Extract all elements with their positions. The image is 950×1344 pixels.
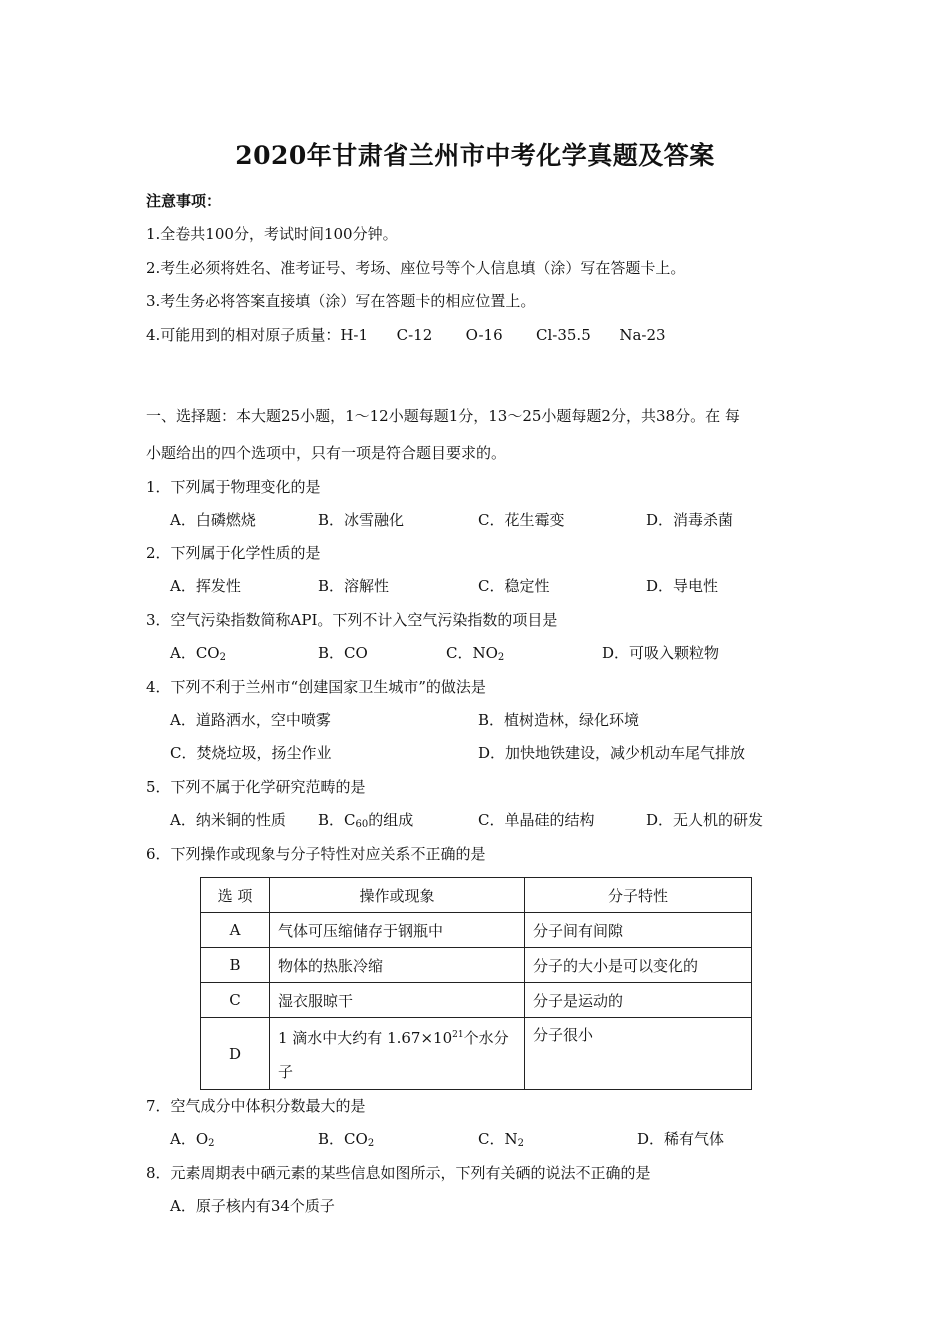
section-intro: 一、选择题：本大题25小题，1～12小题每题1分，13～25小题每题2分，共38分。在 每 bbox=[146, 407, 740, 425]
column-header: 操作或现象 bbox=[270, 878, 525, 913]
option-d: D．消毒杀菌 bbox=[646, 511, 734, 529]
option-b: B．$C_{60}$的组成 bbox=[318, 811, 414, 830]
option-d: D．稀有气体 bbox=[637, 1130, 725, 1148]
option-d: D．可吸入颗粒物 bbox=[602, 644, 720, 662]
table-cell: A bbox=[201, 913, 270, 948]
option-b: B．CO bbox=[318, 644, 368, 662]
option-b: B．$CO_2$ bbox=[318, 1130, 375, 1149]
question-stem: 1．下列属于物理变化的是 bbox=[146, 478, 321, 496]
option-c: C．单晶硅的结构 bbox=[478, 811, 595, 829]
note-item: 1.全卷共100分，考试时间100分钟。 bbox=[146, 225, 398, 243]
note-item: 2.考生必须将姓名、准考证号、考场、座位号等个人信息填（涂）写在答题卡上。 bbox=[146, 259, 686, 277]
option-c: C．$NO_2$ bbox=[446, 644, 505, 663]
table-header-row bbox=[201, 878, 752, 913]
option-a: A．纳米铜的性质 bbox=[170, 811, 286, 829]
notes-heading: 注意事项： bbox=[146, 192, 222, 210]
question-stem: 6．下列操作或现象与分子特性对应关系不正确的是 bbox=[146, 845, 486, 863]
option-c: C．焚烧垃圾，扬尘作业 bbox=[170, 744, 332, 762]
note-item: 4.可能用到的相对原子质量：H-1 C-12 O-16 Cl-35.5 Na-23 bbox=[146, 326, 666, 344]
option-b: B．溶解性 bbox=[318, 577, 390, 595]
option-b: B．冰雪融化 bbox=[318, 511, 405, 529]
table-cell: 1 滴水中大约有 $1.67\times 10^{21}$个水分子 bbox=[270, 1018, 525, 1090]
table-row bbox=[201, 913, 752, 948]
option-c: C．花生霉变 bbox=[478, 511, 565, 529]
question-stem: 5．下列不属于化学研究范畴的是 bbox=[146, 778, 366, 796]
table-cell: D bbox=[201, 1018, 270, 1090]
option-a: A．$CO_2$ bbox=[170, 644, 226, 663]
page-title: 2020年甘肃省兰州市中考化学真题及答案 bbox=[235, 141, 715, 170]
question-stem: 4．下列不利于兰州市“创建国家卫生城市”的做法是 bbox=[146, 678, 486, 696]
option-c: C．稳定性 bbox=[478, 577, 550, 595]
note-item: 3.考生务必将答案直接填（涂）写在答题卡的相应位置上。 bbox=[146, 292, 536, 310]
question-stem: 3．空气污染指数简称API。下列不计入空气污染指数的项目是 bbox=[146, 611, 558, 629]
question-stem: 8．元素周期表中硒元素的某些信息如图所示，下列有关硒的说法不正确的是 bbox=[146, 1164, 651, 1182]
table-row bbox=[201, 1018, 752, 1090]
table-cell: 气体可压缩储存于钢瓶中 bbox=[270, 913, 525, 948]
option-d: D．无人机的研发 bbox=[646, 811, 764, 829]
column-header: 分子特性 bbox=[525, 878, 752, 913]
table-row bbox=[201, 948, 752, 983]
option-a: A．原子核内有34个质子 bbox=[170, 1197, 335, 1215]
option-a: A．道路洒水，空中喷雾 bbox=[170, 711, 331, 729]
column-header: 选 项 bbox=[201, 878, 270, 913]
table-row bbox=[201, 983, 752, 1018]
section-intro: 小题给出的四个选项中，只有一项是符合题目要求的。 bbox=[146, 444, 507, 462]
question-stem: 7．空气成分中体积分数最大的是 bbox=[146, 1097, 366, 1115]
table-cell: 分子很小 bbox=[525, 1018, 752, 1090]
table-cell: C bbox=[201, 983, 270, 1018]
option-d: D．加快地铁建设，减少机动车尾气排放 bbox=[478, 744, 746, 762]
table-cell: 湿衣服晾干 bbox=[270, 983, 525, 1018]
comparison-table bbox=[200, 877, 752, 1090]
table-cell: 分子是运动的 bbox=[525, 983, 752, 1018]
option-d: D．导电性 bbox=[646, 577, 719, 595]
option-a: A．白磷燃烧 bbox=[170, 511, 256, 529]
question-stem: 2．下列属于化学性质的是 bbox=[146, 544, 321, 562]
option-a: A．挥发性 bbox=[170, 577, 241, 595]
table-cell: 物体的热胀冷缩 bbox=[270, 948, 525, 983]
table-cell: B bbox=[201, 948, 270, 983]
option-a: A．$O_2$ bbox=[170, 1130, 215, 1149]
table-cell: 分子间有间隙 bbox=[525, 913, 752, 948]
option-b: B．植树造林，绿化环境 bbox=[478, 711, 640, 729]
option-c: C．$N_2$ bbox=[478, 1130, 524, 1149]
table-cell: 分子的大小是可以变化的 bbox=[525, 948, 752, 983]
